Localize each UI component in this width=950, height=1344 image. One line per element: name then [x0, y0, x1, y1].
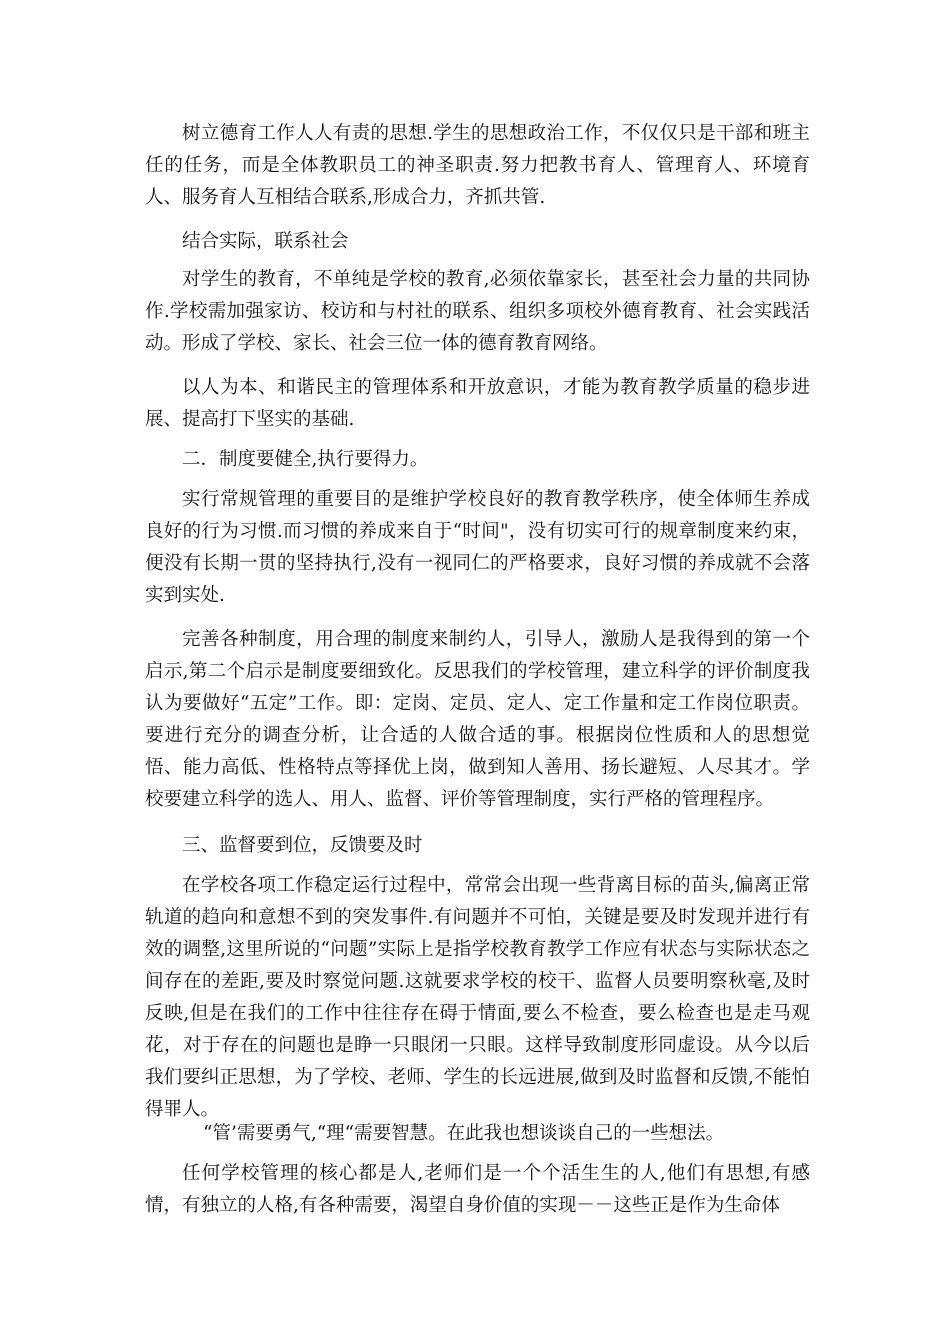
section-heading-combine-reality: 结合实际，联系社会: [182, 231, 349, 252]
paragraph-routine-management: 实行常规管理的重要目的是维护学校良好的教育教学秩序，使全体师生养成良好的行为习惯.而习惯的养成来自于“时间"，没有切实可行的规章制度来约束，便没有长期一贯的坚持执行,没有一视同仁的严格要求，良好习惯的养成就不会落实到实处.: [145, 489, 810, 606]
paragraph-teachers-are-people: 任何学校管理的核心都是人,老师们是一个个活生生的人,他们有思想,有感情，有独立的人格,有各种需要，渴望自身价值的实现－－这些正是作为生命体: [145, 1163, 810, 1216]
paragraph-people-oriented-management: 以人为本、和谐民主的管理体系和开放意识，才能为教育教学质量的稳步进展、提高打下坚实的基础.: [145, 377, 810, 430]
paragraph-improve-systems: 完善各种制度，用合理的制度来制约人，引导人，激励人是我得到的第一个启示,第二个启示是制度要细致化。反思我们的学校管理，建立科学的评价制度我认为要做好“五定”工作。即：定岗、定员、定人、定工作量和定工作岗位职责。要进行充分的调查分析，让合适的人做合适的事。根据岗位性质和人的思想觉悟、能力高低、性格特点等择优上岗，做到知人善用、扬长避短、人尽其才。学校要建立科学的选人、用人、监督、评价等管理制度，实行严格的管理程序。: [145, 629, 810, 810]
paragraph-moral-education-responsibility: 树立德育工作人人有责的思想.学生的思想政治工作，不仅仅只是干部和班主任的任务，而是全体教职员工的神圣职责.努力把教书育人、管理育人、环境育人、服务育人互相结合联系,形成合力，齐抓共管.: [145, 123, 810, 208]
section-heading-supervision-feedback: 三、监督要到位，反馈要及时: [182, 835, 423, 856]
section-heading-system-sound: 二．制度要健全,执行要得力。: [182, 449, 429, 470]
paragraph-supervision-details: 在学校各项工作稳定运行过程中，常常会出现一些背离目标的苗头,偏离正常轨道的趋向和意想不到的突发事件.有问题并不可怕，关键是要及时发现并进行有效的调整,这里所说的“问题”实际上是指学校教育教学工作应有状态与实际状态之间存在的差距,要及时察觉问题.这就要求学校的校干、监督人员要明察秋毫,及时反映,但是在我们的工作中往往存在碍于情面,要么不检查，要么检查也是走马观花，对于存在的问题也是睁一只眼闭一只眼。这样导致制度形同虚设。从今以后我们要纠正思想，为了学校、老师、学生的长远进展,做到及时监督和反馈,不能怕得罪人。: [145, 875, 810, 1120]
paragraph-family-society-cooperation: 对学生的教育，不单纯是学校的教育,必须依靠家长，甚至社会力量的共同协作.学校需加强家访、校访和与村社的联系、组织多项校外德育教育、社会实践活动。形成了学校、家长、社会三位一体的德育教育网络。: [145, 269, 810, 354]
paragraph-courage-wisdom: “管’需要勇气,“理“需要智慧。在此我也想谈谈自己的一些想法。: [203, 1123, 725, 1144]
